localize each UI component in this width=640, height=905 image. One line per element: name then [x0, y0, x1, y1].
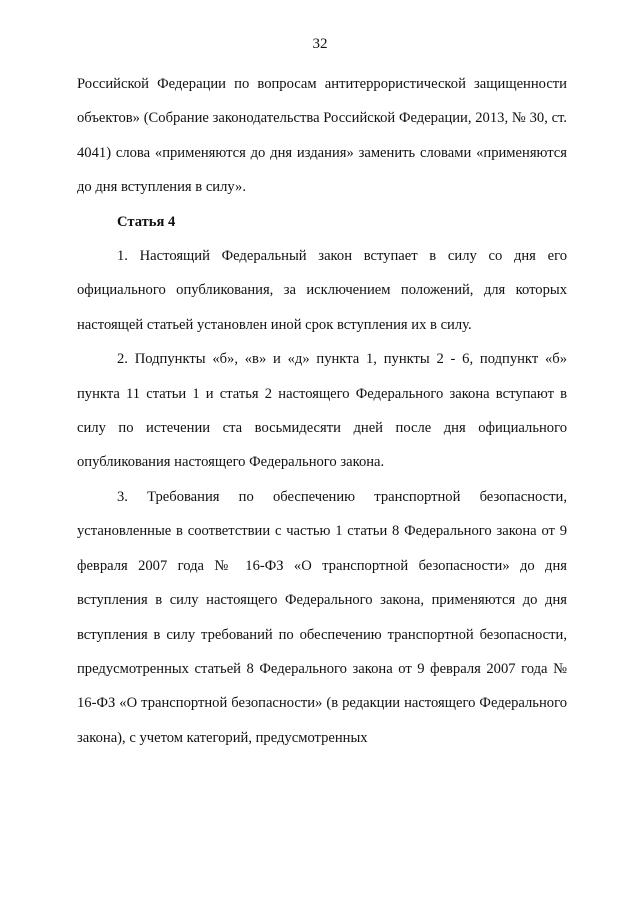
article-paragraph-3: 3. Требования по обеспечению транспортной безопасности, установленные в соответствии с частью 1 статьи 8 Федерального закона от 9 февраля 2007 года № 16-ФЗ «О транспортной безопасности» до дня вступления в силу настоящего Федерального закона, применяются до дня вступления в силу требований по обеспечению транспортной безопасности, предусмотренных статьей 8 Федерального закона от 9 февраля 2007 года № 16-ФЗ «О транспортной безопасности» (в редакции настоящего Федерального закона), с учетом категорий, предусмотренных	[77, 488, 567, 746]
continuation-paragraph: Российской Федерации по вопросам антитеррористической защищенности объектов» (Собрание законодательства Российской Федерации, 2013, № 30, ст. 4041) слова «применяются до дня издания» заменить словами «применяются до дня вступления в силу».	[77, 76, 567, 196]
article-paragraph-1: 1. Настоящий Федеральный закон вступает в силу со дня его официального опубликования, за исключением положений, для которых настоящей статьей установлен иной срок вступления их в силу.	[77, 248, 567, 333]
article-paragraph-2: 2. Подпункты «б», «в» и «д» пункта 1, пункты 2 - 6, подпункт «б» пункта 11 статьи 1 и статья 2 настоящего Федерального закона вступают в силу по истечении ста восьмидесяти дней после дня официального опубликования настоящего Федерального закона.	[77, 351, 567, 471]
article-heading: Статья 4	[117, 213, 176, 230]
page-number: 32	[312, 36, 328, 52]
document-body	[77, 67, 567, 755]
